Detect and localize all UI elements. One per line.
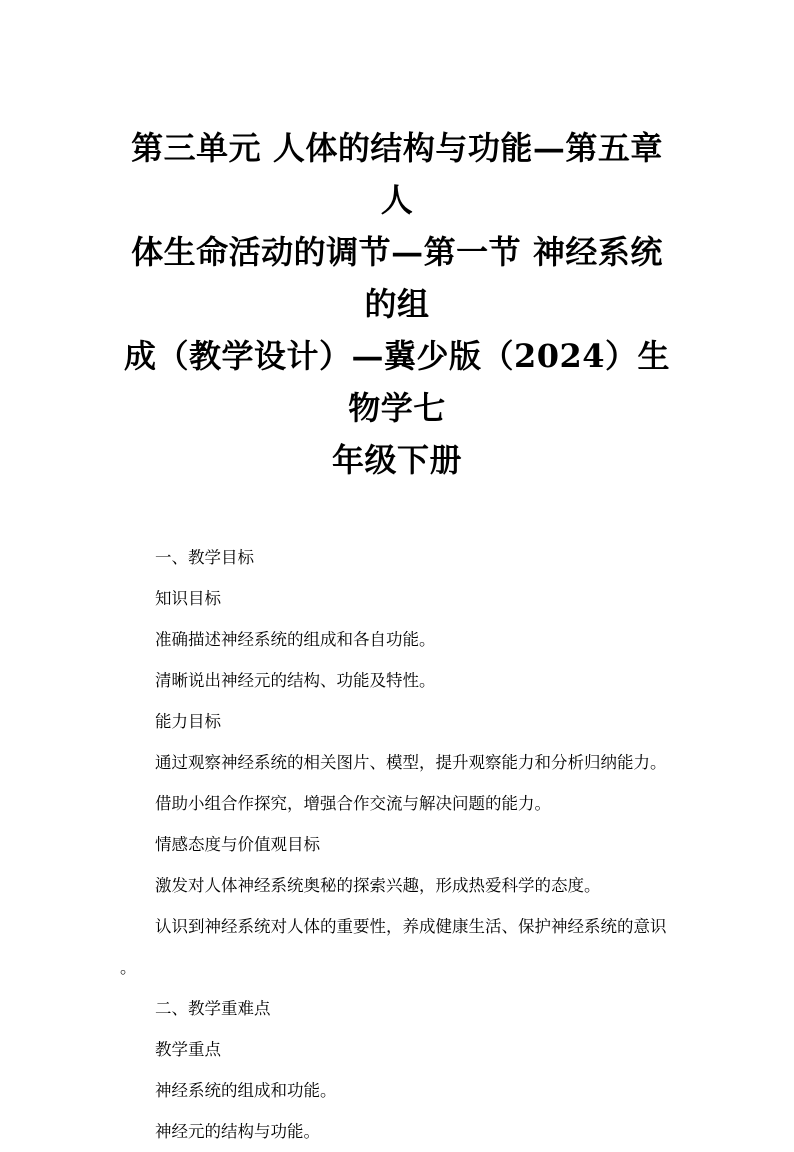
title-line-4: 年级下册 — [331, 441, 462, 479]
paragraph: 通过观察神经系统的相关图片、模型，提升观察能力和分析归纳能力。 — [155, 753, 667, 772]
section-heading-teaching-goals: 一、教学目标 — [155, 548, 254, 567]
paragraph: 认识到神经系统对人体的重要性，养成健康生活、保护神经系统的意识 。 — [120, 917, 667, 977]
paragraph: 准确描述神经系统的组成和各自功能。 — [155, 630, 436, 649]
paragraph: 借助小组合作探究，增强合作交流与解决问题的能力。 — [155, 794, 551, 813]
subheading-teaching-focus: 教学重点 — [155, 1040, 221, 1059]
document-body — [120, 537, 674, 1152]
subheading-ability-goals: 能力目标 — [155, 712, 221, 731]
paragraph: 清晰说出神经元的结构、功能及特性。 — [155, 671, 436, 690]
title-line-2: 体生命活动的调节—第一节 神经系统的组 — [131, 233, 663, 323]
paragraph: 神经元的结构与功能。 — [155, 1122, 320, 1141]
subheading-attitude-goals: 情感态度与价值观目标 — [155, 835, 320, 854]
section-heading-key-points: 二、教学重难点 — [155, 999, 271, 1018]
paragraph: 神经系统的组成和功能。 — [155, 1081, 337, 1100]
subheading-knowledge-goals: 知识目标 — [155, 589, 221, 608]
title-line-3: 成（教学设计）—冀少版（2024）生物学七 — [123, 337, 671, 427]
title-line-1: 第三单元 人体的结构与功能—第五章 人 — [131, 129, 663, 219]
paragraph: 激发对人体神经系统奥秘的探索兴趣，形成热爱科学的态度。 — [155, 876, 601, 895]
document-title — [120, 122, 674, 486]
